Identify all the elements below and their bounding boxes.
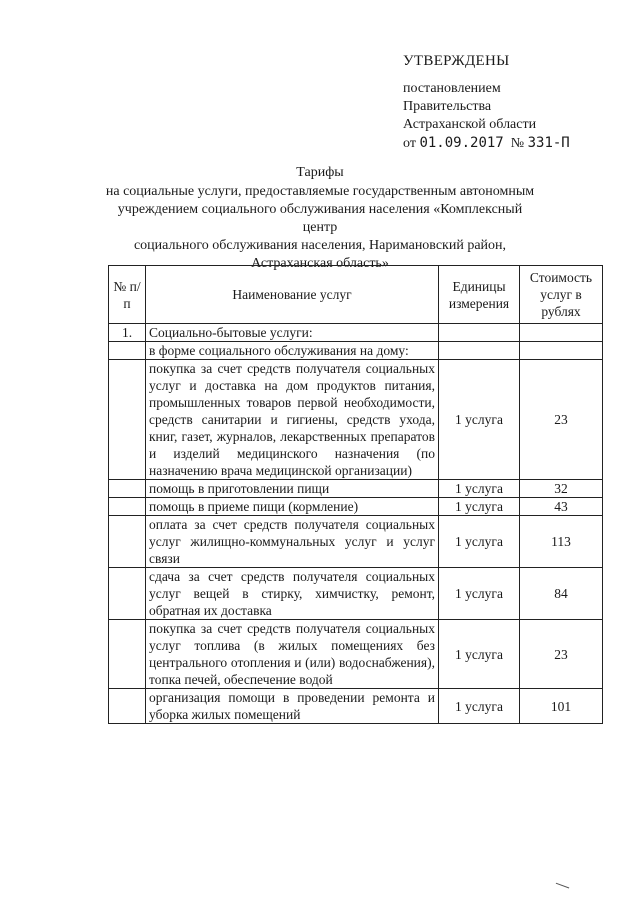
service-name: покупка за счет средств получателя социальных услуг топлива (в жилых помещениях без центрального отопления и (или) водоснабжения), топка печей, обеспечение водой: [146, 620, 439, 689]
service-unit: 1 услуга: [439, 516, 520, 568]
service-cost: 32: [520, 480, 603, 498]
subsection-name: в форме социального обслуживания на дому:: [146, 342, 439, 360]
tariff-table: [108, 265, 603, 724]
service-name: организация помощи в проведении ремонта и уборка жилых помещений: [146, 689, 439, 724]
header-unit: Единицы измерения: [439, 266, 520, 324]
service-unit: 1 услуга: [439, 689, 520, 724]
number-prefix: №: [510, 136, 525, 151]
service-unit: 1 услуга: [439, 498, 520, 516]
service-name: помощь в приготовлении пищи: [146, 480, 439, 498]
date-prefix: от: [403, 136, 416, 151]
subsection-row: [109, 342, 603, 360]
approval-line-1: постановлением: [403, 81, 501, 96]
service-name: покупка за счет средств получателя социальных услуг и доставка на дом продуктов питания, промышленных товаров первой необходимости, средств санитарии и гигиены, средств ухода, книг, газет, журналов, лекарственных препаратов и изделий медицинского назначения (по назначению врача медицинской организации): [146, 360, 439, 480]
approval-date-line: [403, 134, 570, 153]
table-row: [109, 498, 603, 516]
table-row: [109, 689, 603, 724]
table-row: [109, 360, 603, 480]
title-line-1: на социальные услуги, предоставляемые государственным автономным: [105, 184, 535, 199]
table-row: [109, 516, 603, 568]
title-line-3: социального обслуживания населения, Наримановский район,: [133, 238, 507, 253]
service-unit: 1 услуга: [439, 360, 520, 480]
table-row: [109, 480, 603, 498]
approval-line-3: Астраханской области: [403, 117, 537, 132]
header-cost: Стоимость услуг в рублях: [520, 266, 603, 324]
service-cost: 84: [520, 568, 603, 620]
service-name: помощь в приеме пищи (кормление): [146, 498, 439, 516]
table-row: [109, 620, 603, 689]
title-line-2: учреждением социального обслуживания населения «Комплексный центр: [117, 202, 523, 235]
header-num: № п/п: [109, 266, 146, 324]
service-name: оплата за счет средств получателя социальных услуг жилищно-коммунальных услуг и услуг связи: [146, 516, 439, 568]
service-cost: 23: [520, 360, 603, 480]
service-unit: 1 услуга: [439, 620, 520, 689]
approval-block: [403, 52, 570, 153]
title-word: Тарифы: [296, 165, 344, 180]
approval-number: 331-П: [527, 135, 570, 151]
page-mark: [555, 883, 570, 892]
table-header-row: [109, 266, 603, 324]
service-cost: 113: [520, 516, 603, 568]
table-row: [109, 568, 603, 620]
section-row: [109, 324, 603, 342]
section-name: Социально-бытовые услуги:: [146, 324, 439, 342]
approval-heading: УТВЕРЖДЕНЫ: [403, 53, 510, 69]
header-name: Наименование услуг: [146, 266, 439, 324]
title-line-4: Астраханская область»: [251, 256, 389, 271]
section-num: 1.: [109, 324, 146, 342]
service-cost: 101: [520, 689, 603, 724]
service-name: сдача за счет средств получателя социальных услуг вещей в стирку, химчистку, ремонт, обратная их доставка: [146, 568, 439, 620]
approval-line-2: Правительства: [403, 99, 492, 114]
service-cost: 23: [520, 620, 603, 689]
approval-date: 01.09.2017: [419, 135, 504, 151]
document-title: [100, 164, 540, 273]
service-unit: 1 услуга: [439, 480, 520, 498]
service-cost: 43: [520, 498, 603, 516]
service-unit: 1 услуга: [439, 568, 520, 620]
